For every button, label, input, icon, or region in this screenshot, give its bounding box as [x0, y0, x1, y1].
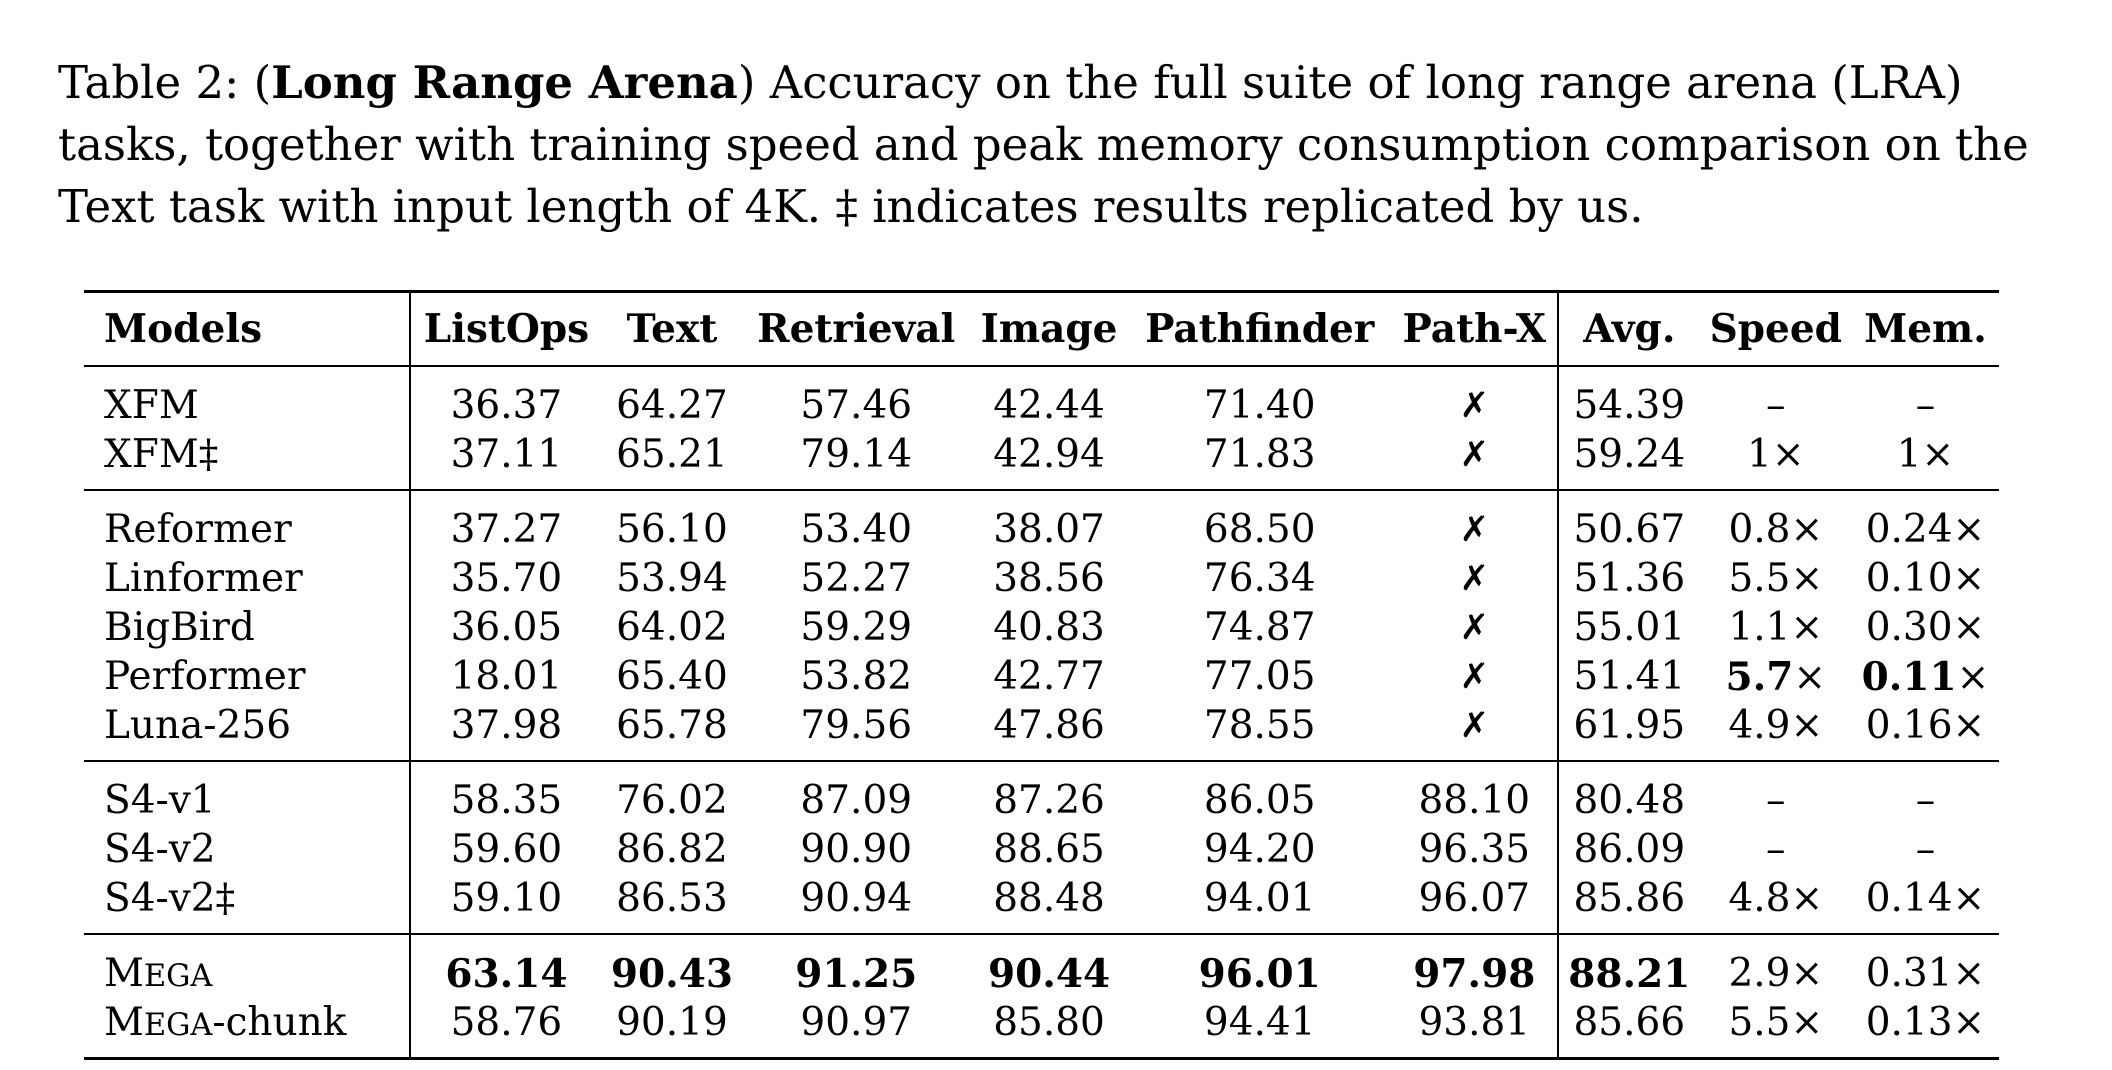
cell-pathx: ✗	[1459, 558, 1489, 599]
cell-text: 65.78	[616, 703, 728, 748]
table-row	[84, 761, 1999, 825]
cell-pathx: ✗	[1459, 385, 1489, 426]
caption-prefix: Table 2: (	[58, 56, 272, 109]
cell-pathfinder: 74.87	[1203, 605, 1316, 650]
cell-pathfinder: 68.50	[1203, 507, 1316, 552]
cell-speed: 0.8×	[1728, 507, 1824, 552]
header-retrieval: Retrieval	[757, 306, 956, 352]
header-avg: Avg.	[1558, 292, 1700, 367]
caption-text: ) Accuracy on the full suite of long range arena (LRA) tasks, together with training speed and peak memory consumption comparison on the Text task with input length of 4K. ‡ indicates results replicated by us.	[58, 56, 2029, 233]
cell-listops: 18.01	[410, 652, 602, 701]
cell-text: 86.53	[616, 876, 728, 921]
cell-pathfinder: 96.01	[1198, 950, 1321, 997]
table-row	[84, 701, 1999, 761]
caption-title: Long Range Arena	[271, 56, 738, 109]
cell-mem: 0.31×	[1865, 951, 1986, 996]
cell-retrieval: 90.94	[800, 876, 913, 921]
cell-retrieval: 87.09	[800, 778, 913, 823]
cell-retrieval: 52.27	[800, 556, 913, 601]
cell-text: 90.19	[616, 1000, 728, 1045]
results-table	[84, 290, 1999, 1060]
cell-pathfinder: 71.40	[1203, 383, 1316, 428]
cell-retrieval: 79.14	[800, 432, 913, 477]
cell-mem: 0.30×	[1865, 605, 1986, 650]
cell-avg: 55.01	[1558, 603, 1700, 652]
cell-mem: –	[1915, 778, 1936, 823]
cell-avg: 51.41	[1558, 652, 1700, 701]
mem-suffix: ×	[1956, 654, 1990, 700]
cell-avg: 85.66	[1558, 998, 1700, 1059]
cell-retrieval: 53.82	[800, 654, 913, 699]
cell-text: 90.43	[610, 950, 733, 997]
model-name-suffix: -chunk	[212, 1000, 347, 1045]
cell-image: 38.56	[993, 556, 1105, 601]
table-row	[84, 490, 1999, 554]
cell-pathfinder: 77.05	[1203, 654, 1316, 699]
table-caption	[58, 52, 2048, 238]
cell-pathfinder: 71.83	[1203, 432, 1316, 477]
model-name: S4-v2	[104, 827, 216, 872]
table-row	[84, 934, 1999, 998]
header-models: Models	[104, 306, 263, 352]
group-s4	[84, 761, 1999, 934]
cell-pathfinder: 86.05	[1203, 778, 1316, 823]
group-mega	[84, 934, 1999, 1059]
model-name: S4-v1	[104, 778, 216, 823]
cell-mem: 1×	[1896, 432, 1955, 477]
header-image: Image	[980, 306, 1118, 352]
cell-pathx: ✗	[1459, 705, 1489, 746]
cell-retrieval: 53.40	[800, 507, 913, 552]
model-name: XFM	[104, 383, 199, 428]
cell-mem: 0.14×	[1865, 876, 1986, 921]
cell-speed: –	[1766, 778, 1786, 823]
cell-pathx: ✗	[1459, 509, 1489, 550]
cell-listops: 36.05	[410, 603, 602, 652]
model-name: Reformer	[104, 507, 292, 552]
cell-listops: 35.70	[410, 554, 602, 603]
cell-text: 65.40	[616, 654, 728, 699]
model-name-cap: M	[104, 951, 144, 996]
header-pathfinder: Pathfinder	[1145, 306, 1375, 352]
mem-best: 0.11	[1861, 653, 1957, 700]
cell-speed: –	[1766, 383, 1786, 428]
cell-image: 88.48	[993, 876, 1105, 921]
cell-pathfinder: 94.01	[1203, 876, 1316, 921]
cell-text: 86.82	[616, 827, 728, 872]
cell-retrieval: 91.25	[795, 950, 918, 997]
cell-image: 42.44	[993, 383, 1105, 428]
cell-image: 42.94	[993, 432, 1105, 477]
model-name: Linformer	[104, 556, 303, 601]
table-row	[84, 366, 1999, 430]
cell-avg: 59.24	[1558, 430, 1700, 490]
cell-avg: 50.67	[1558, 490, 1700, 554]
cell-speed: 4.9×	[1728, 703, 1824, 748]
group-efficient-transformers	[84, 490, 1999, 761]
table-row	[84, 998, 1999, 1059]
model-name-small: EGA	[143, 1008, 213, 1043]
cell-pathx: 93.81	[1418, 1000, 1531, 1045]
cell-speed: 5.5×	[1728, 1000, 1824, 1045]
cell-retrieval: 59.29	[800, 605, 913, 650]
cell-image: 88.65	[993, 827, 1105, 872]
cell-avg: 85.86	[1558, 874, 1700, 934]
cell-image: 85.80	[993, 1000, 1105, 1045]
model-name: S4-v2‡	[104, 876, 236, 921]
cell-avg: 54.39	[1558, 366, 1700, 430]
table-row	[84, 825, 1999, 874]
cell-pathx: 97.98	[1413, 950, 1536, 997]
cell-pathfinder: 78.55	[1203, 703, 1316, 748]
cell-listops: 36.37	[410, 366, 602, 430]
cell-image: 38.07	[993, 507, 1105, 552]
cell-listops: 37.98	[410, 701, 602, 761]
cell-image: 42.77	[993, 654, 1105, 699]
cell-retrieval: 57.46	[800, 383, 913, 428]
cell-avg: 61.95	[1558, 701, 1700, 761]
table-row	[84, 874, 1999, 934]
cell-retrieval: 90.90	[800, 827, 913, 872]
cell-retrieval: 79.56	[800, 703, 913, 748]
header-listops: ListOps	[410, 292, 602, 367]
header-mem: Mem.	[1864, 306, 1987, 352]
cell-listops: 37.27	[410, 490, 602, 554]
cell-speed: 5.5×	[1728, 556, 1824, 601]
cell-pathfinder: 94.41	[1203, 1000, 1316, 1045]
model-name: Luna-256	[104, 703, 292, 748]
table-row	[84, 554, 1999, 603]
cell-retrieval: 90.97	[800, 1000, 913, 1045]
cell-pathx: ✗	[1459, 656, 1489, 697]
cell-mem	[1852, 652, 1999, 701]
cell-mem: –	[1915, 383, 1936, 428]
cell-listops: 58.35	[410, 761, 602, 825]
cell-listops: 37.11	[410, 430, 602, 490]
cell-image: 40.83	[993, 605, 1105, 650]
cell-avg: 80.48	[1558, 761, 1700, 825]
cell-pathx: 96.07	[1418, 876, 1531, 921]
table-row	[84, 603, 1999, 652]
header-row	[84, 292, 1999, 367]
cell-pathx: ✗	[1459, 434, 1489, 475]
cell-mem: –	[1915, 827, 1936, 872]
model-name	[84, 998, 410, 1059]
cell-speed: 2.9×	[1728, 951, 1824, 996]
table-row	[84, 652, 1999, 701]
model-name: Performer	[104, 654, 306, 699]
cell-mem: 0.13×	[1865, 1000, 1986, 1045]
cell-speed: 1×	[1747, 432, 1805, 477]
cell-listops: 63.14	[410, 934, 602, 998]
cell-listops: 58.76	[410, 998, 602, 1059]
cell-text: 53.94	[616, 556, 728, 601]
cell-text: 64.02	[616, 605, 728, 650]
cell-listops: 59.10	[410, 874, 602, 934]
cell-avg: 51.36	[1558, 554, 1700, 603]
header-speed: Speed	[1709, 306, 1842, 352]
cell-text: 56.10	[616, 507, 728, 552]
cell-image: 47.86	[993, 703, 1105, 748]
cell-pathx: 88.10	[1418, 778, 1531, 823]
speed-suffix: ×	[1793, 654, 1827, 700]
cell-speed: –	[1766, 827, 1786, 872]
model-name: BigBird	[104, 605, 255, 650]
model-name: XFM‡	[104, 432, 219, 477]
speed-best: 5.7	[1725, 653, 1794, 700]
cell-speed: 1.1×	[1728, 605, 1824, 650]
header-text: Text	[626, 306, 718, 352]
cell-pathx: 96.35	[1418, 827, 1531, 872]
cell-pathfinder: 94.20	[1203, 827, 1316, 872]
cell-text: 64.27	[616, 383, 728, 428]
cell-speed	[1700, 652, 1852, 701]
header-pathx: Path-X	[1402, 306, 1547, 352]
model-name-small: EGA	[143, 959, 213, 994]
table-row	[84, 430, 1999, 490]
cell-image: 87.26	[993, 778, 1105, 823]
model-name-cap: M	[104, 1000, 144, 1045]
cell-pathfinder: 76.34	[1203, 556, 1316, 601]
cell-text: 65.21	[616, 432, 728, 477]
cell-mem: 0.24×	[1865, 507, 1986, 552]
cell-avg: 88.21	[1558, 934, 1700, 998]
cell-listops: 59.60	[410, 825, 602, 874]
group-transformer	[84, 366, 1999, 490]
cell-text: 76.02	[616, 778, 728, 823]
cell-mem: 0.16×	[1865, 703, 1986, 748]
cell-pathx: ✗	[1459, 607, 1489, 648]
cell-speed: 4.8×	[1728, 876, 1824, 921]
model-name	[84, 934, 410, 998]
cell-avg: 86.09	[1558, 825, 1700, 874]
cell-image: 90.44	[987, 950, 1111, 997]
cell-mem: 0.10×	[1865, 556, 1986, 601]
